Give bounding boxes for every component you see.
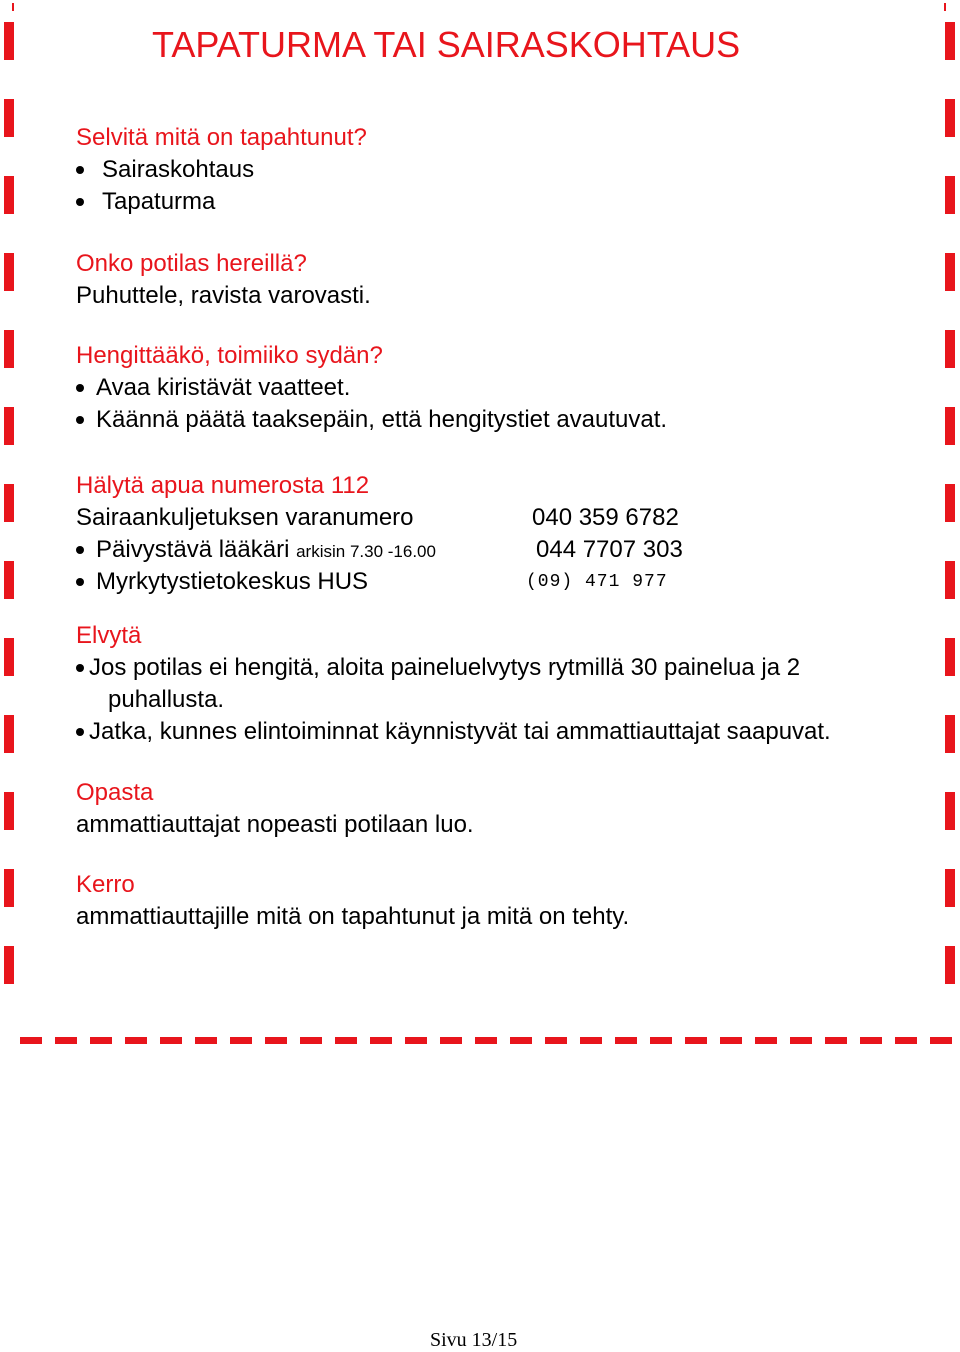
border-dash <box>4 253 14 291</box>
section-elvyta <box>76 620 831 748</box>
list-item-continuation: puhallusta. <box>108 686 225 713</box>
border-dash <box>4 330 14 368</box>
section-heading: Opasta <box>76 779 154 806</box>
bullet-icon <box>76 546 84 554</box>
border-dash <box>945 99 955 137</box>
border-dash <box>475 1037 497 1044</box>
border-dash <box>945 253 955 291</box>
border-dash <box>860 1037 882 1044</box>
section-selvita <box>76 122 367 218</box>
border-dash <box>4 946 14 984</box>
border-dash <box>160 1037 182 1044</box>
bullet-icon <box>76 198 84 206</box>
border-dash <box>945 561 955 599</box>
bullet-icon <box>76 416 84 424</box>
contact-row <box>76 566 776 598</box>
border-dash <box>945 22 955 60</box>
border-dash <box>4 484 14 522</box>
list-item: Sairaskohtaus <box>76 154 367 186</box>
bullet-icon <box>76 384 84 392</box>
border-dash <box>944 3 946 11</box>
section-heading: Elvytä <box>76 622 142 649</box>
bullet-icon <box>76 664 84 672</box>
border-dash <box>945 869 955 907</box>
bullet-icon <box>76 728 84 736</box>
border-dash <box>580 1037 602 1044</box>
border-dash <box>4 99 14 137</box>
border-dash <box>4 638 14 676</box>
contact-number: 044 7707 303 <box>536 536 683 563</box>
section-halyta <box>76 470 776 598</box>
contact-row <box>76 502 776 534</box>
border-dash <box>370 1037 392 1044</box>
border-dash <box>12 3 14 11</box>
border-dash <box>195 1037 217 1044</box>
contact-label: Sairaankuljetuksen varanumero <box>76 504 414 531</box>
border-dash <box>945 715 955 753</box>
border-dash <box>440 1037 462 1044</box>
border-dash <box>125 1037 147 1044</box>
list-item: Käännä päätä taaksepäin, että hengitystiet avautuvat. <box>76 404 383 436</box>
contact-number: 040 359 6782 <box>532 504 679 531</box>
border-dash <box>4 407 14 445</box>
border-dash <box>945 638 955 676</box>
border-dash <box>945 407 955 445</box>
border-dash <box>945 330 955 368</box>
bullet-icon <box>76 578 84 586</box>
section-kerro <box>76 869 629 933</box>
contact-row <box>76 534 776 566</box>
border-dash <box>90 1037 112 1044</box>
border-dash <box>4 792 14 830</box>
body-text: Puhuttele, ravista varovasti. <box>76 282 371 309</box>
section-heading: Hengittääkö, toimiiko sydän? <box>76 342 383 369</box>
contact-number: (09) 471 977 <box>526 572 668 592</box>
list-item: Jatka, kunnes elintoiminnat käynnistyvät tai ammattiauttajat saapuvat. <box>76 716 141 748</box>
border-dash <box>20 1037 42 1044</box>
list-item: Tapaturma <box>76 186 367 218</box>
border-dash <box>55 1037 77 1044</box>
border-dash <box>755 1037 777 1044</box>
border-dash <box>300 1037 322 1044</box>
page-number: Sivu 13/15 <box>430 1329 518 1351</box>
section-heading: Onko potilas hereillä? <box>76 250 307 277</box>
border-dash <box>790 1037 812 1044</box>
border-dash <box>945 176 955 214</box>
border-dash <box>895 1037 917 1044</box>
section-heading: Selvitä mitä on tapahtunut? <box>76 124 367 151</box>
contact-note: arkisin 7.30 -16.00 <box>296 542 436 561</box>
section-heading: Kerro <box>76 871 135 898</box>
border-dash <box>930 1037 952 1044</box>
border-dash <box>4 561 14 599</box>
list-item: Jos potilas ei hengitä, aloita paineluelvytys rytmillä 30 painelua ja 2 <box>76 652 141 684</box>
border-dash <box>405 1037 427 1044</box>
contact-label: Myrkytystietokeskus HUS <box>96 568 369 595</box>
border-dash <box>650 1037 672 1044</box>
page-title: TAPATURMA TAI SAIRASKOHTAUS <box>152 24 741 65</box>
border-dash <box>335 1037 357 1044</box>
border-dash <box>230 1037 252 1044</box>
border-dash <box>4 176 14 214</box>
section-hengittaako <box>76 340 668 436</box>
border-dash <box>615 1037 637 1044</box>
bullet-icon <box>76 166 84 174</box>
border-dash <box>4 869 14 907</box>
border-dash <box>510 1037 532 1044</box>
border-dash <box>825 1037 847 1044</box>
border-dash <box>545 1037 567 1044</box>
section-opasta <box>76 777 474 841</box>
border-dash <box>685 1037 707 1044</box>
section-heading: Hälytä apua numerosta 112 <box>76 472 370 499</box>
border-dash <box>945 792 955 830</box>
list-item: Avaa kiristävät vaatteet. <box>76 372 383 404</box>
body-text: ammattiauttajat nopeasti potilaan luo. <box>76 811 474 838</box>
border-dash <box>265 1037 287 1044</box>
border-dash <box>4 22 14 60</box>
border-dash <box>720 1037 742 1044</box>
border-dash <box>945 484 955 522</box>
section-hereilla <box>76 248 371 312</box>
body-text: ammattiauttajille mitä on tapahtunut ja mitä on tehty. <box>76 903 630 930</box>
contact-label: Päivystävä lääkäri <box>96 536 290 563</box>
border-dash <box>945 946 955 984</box>
border-dash <box>4 715 14 753</box>
